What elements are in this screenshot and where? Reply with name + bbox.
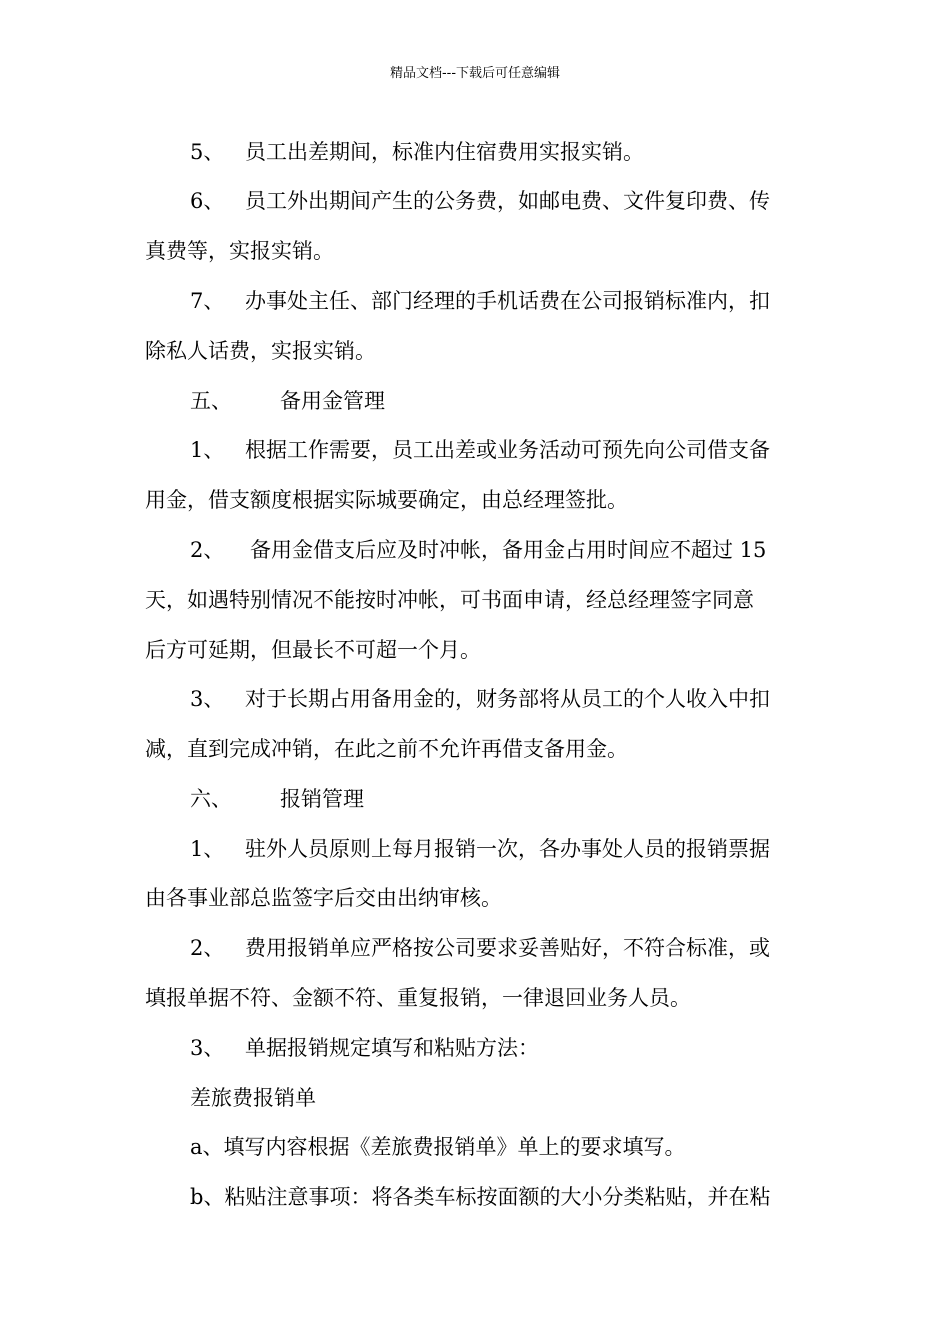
paragraph-b1: [190, 436, 770, 464]
paragraph-b3-cont: 减，直到完成冲销，在此之前不允许再借支备用金。: [145, 737, 628, 761]
item-number: 7、: [190, 289, 225, 313]
section-title: 报销管理: [280, 787, 364, 811]
paragraph-text: 员工外出期间产生的公务费，如邮电费、文件复印费、传: [245, 189, 770, 213]
paragraph-5: [190, 138, 644, 166]
travel-expense-title: 差旅费报销单: [190, 1086, 316, 1110]
paragraph-text: 员工出差期间，标准内住宿费用实报实销。: [245, 140, 644, 164]
paragraph-b2-cont: 天，如遇特别情况不能按时冲帐，可书面申请，经总经理签字同意: [145, 588, 754, 612]
item-number: 1、: [190, 438, 225, 462]
paragraph-r3: [190, 1034, 539, 1062]
paragraph-text: 单据报销规定填写和粘贴方法：: [245, 1036, 539, 1060]
paragraph-7: [190, 287, 770, 315]
item-number: 5、: [190, 140, 225, 164]
item-number: 1、: [190, 837, 225, 861]
page-header: 精品文档---下载后可任意编辑: [389, 66, 561, 81]
paragraph-6-cont: 真费等，实报实销。: [145, 239, 334, 263]
section-title: 备用金管理: [280, 389, 385, 413]
paragraph-r1-cont: 由各事业部总监签字后交由出纳审核。: [145, 886, 502, 910]
paragraph-text: 备用金借支后应及时冲帐，备用金占用时间应不超过 15: [250, 538, 767, 562]
paragraph-text: 根据工作需要，员工出差或业务活动可预先向公司借支备: [245, 438, 770, 462]
travel-item-b: b、粘贴注意事项：将各类车标按面额的大小分类粘贴，并在粘: [190, 1185, 771, 1209]
paragraph-r2-cont: 填报单据不符、金额不符、重复报销，一律退回业务人员。: [145, 986, 691, 1010]
paragraph-b2-cont2: 后方可延期，但最长不可超一个月。: [145, 638, 481, 662]
paragraph-r1: [190, 835, 770, 863]
paragraph-b1-cont: 用金，借支额度根据实际城要确定，由总经理签批。: [145, 488, 628, 512]
section-heading-6: [190, 785, 364, 813]
item-number: 2、: [190, 538, 225, 562]
paragraph-b3: [190, 685, 770, 713]
item-number: 2、: [190, 936, 225, 960]
travel-item-a: a、填写内容根据《差旅费报销单》单上的要求填写。: [190, 1135, 686, 1159]
paragraph-r2: [190, 934, 770, 962]
paragraph-text: 驻外人员原则上每月报销一次，各办事处人员的报销票据: [245, 837, 770, 861]
paragraph-7-cont: 除私人话费，实报实销。: [145, 339, 376, 363]
item-number: 3、: [190, 687, 225, 711]
item-number: 3、: [190, 1036, 225, 1060]
section-number: 五、: [190, 389, 232, 413]
paragraph-text: 办事处主任、部门经理的手机话费在公司报销标准内，扣: [245, 289, 770, 313]
section-number: 六、: [190, 787, 232, 811]
paragraph-6: [190, 187, 770, 215]
section-heading-5: [190, 387, 385, 415]
paragraph-text: 费用报销单应严格按公司要求妥善贴好，不符合标准，或: [245, 936, 770, 960]
paragraph-b2: [190, 536, 766, 564]
item-number: 6、: [190, 189, 225, 213]
paragraph-text: 对于长期占用备用金的，财务部将从员工的个人收入中扣: [245, 687, 770, 711]
